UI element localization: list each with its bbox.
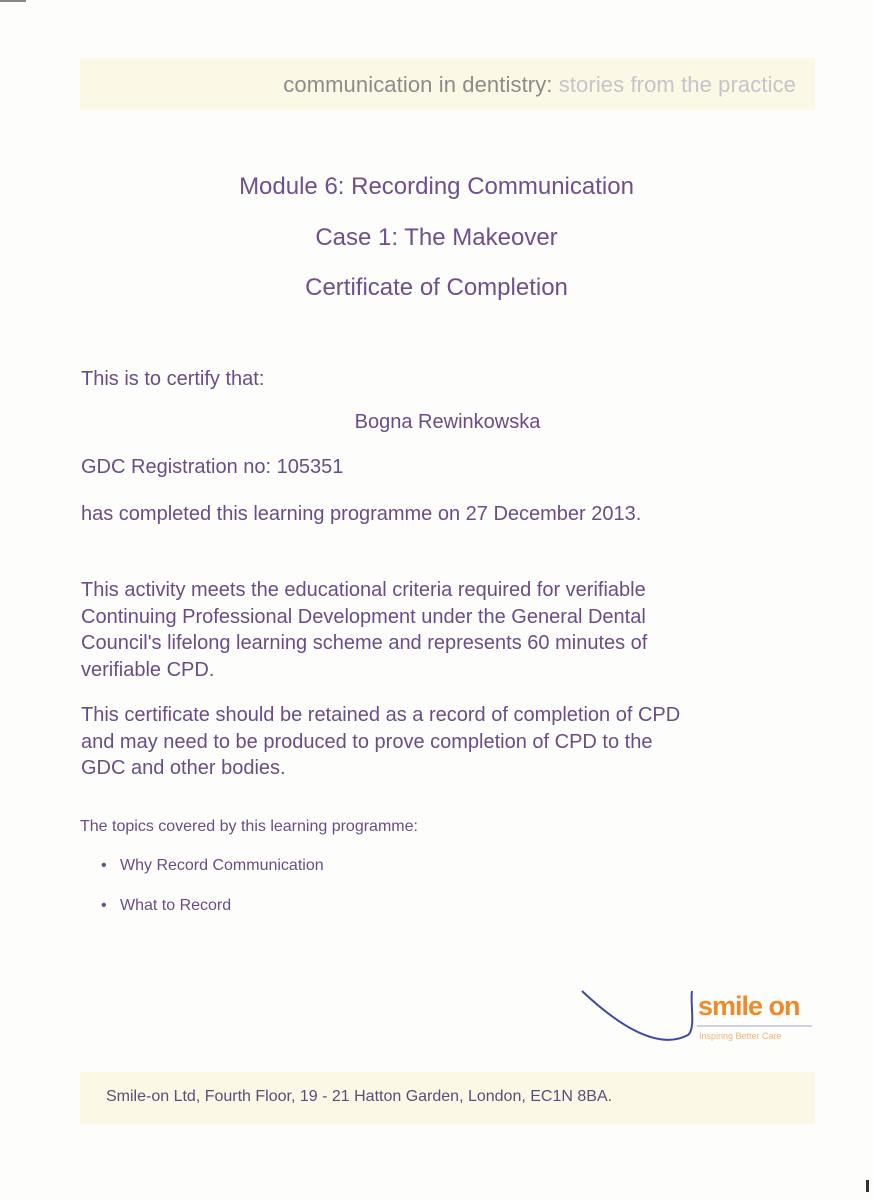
logo-tagline: Inspiring Better Care [699, 1031, 782, 1041]
logo-wordmark: smile on [698, 991, 800, 1021]
cpd-line: This activity meets the educational criteria required for verifiable [81, 579, 646, 601]
series-title: communication in dentistry: [283, 72, 553, 97]
topic-item [101, 897, 231, 915]
bullet-icon: • [101, 897, 107, 914]
certify-intro: This is to certify that: [81, 368, 265, 390]
retain-paragraph [81, 702, 821, 782]
footer-address: Smile-on Ltd, Fourth Floor, 19 - 21 Hatton Garden, London, EC1N 8BA. [106, 1088, 613, 1105]
completion-statement: has completed this learning programme on 27 December 2013. [81, 503, 642, 525]
cpd-line: Continuing Professional Development under the General Dental [81, 605, 646, 628]
topic-label: Why Record Communication [120, 857, 324, 874]
cpd-line: Council's lifelong learning scheme and represents 60 minutes of [81, 632, 648, 654]
topics-heading: The topics covered by this learning programme: [80, 818, 418, 835]
series-subtitle: stories from the practice [558, 72, 796, 97]
scan-corner-mark [0, 0, 26, 2]
recipient-name: Bogna Rewinkowska [354, 411, 541, 433]
gdc-registration: GDC Registration no: 105351 [81, 456, 344, 478]
cpd-paragraph [81, 577, 821, 683]
topic-label: What to Record [120, 897, 232, 914]
retain-line: This certificate should be retained as a record of completion of CPD [81, 704, 681, 726]
topic-item [101, 857, 324, 875]
bullet-icon: • [101, 857, 107, 874]
module-title: Module 6: Recording Communication [239, 173, 634, 200]
smile-swoosh-icon [582, 991, 692, 1040]
retain-line: and may need to be produced to prove completion of CPD to the [81, 730, 653, 753]
case-title: Case 1: The Makeover [315, 224, 558, 251]
scan-edge-mark [866, 1180, 869, 1192]
series-header [80, 72, 796, 98]
cpd-line: verifiable CPD. [81, 658, 215, 681]
certificate-title: Certificate of Completion [305, 274, 568, 301]
retain-line: GDC and other bodies. [81, 757, 286, 779]
